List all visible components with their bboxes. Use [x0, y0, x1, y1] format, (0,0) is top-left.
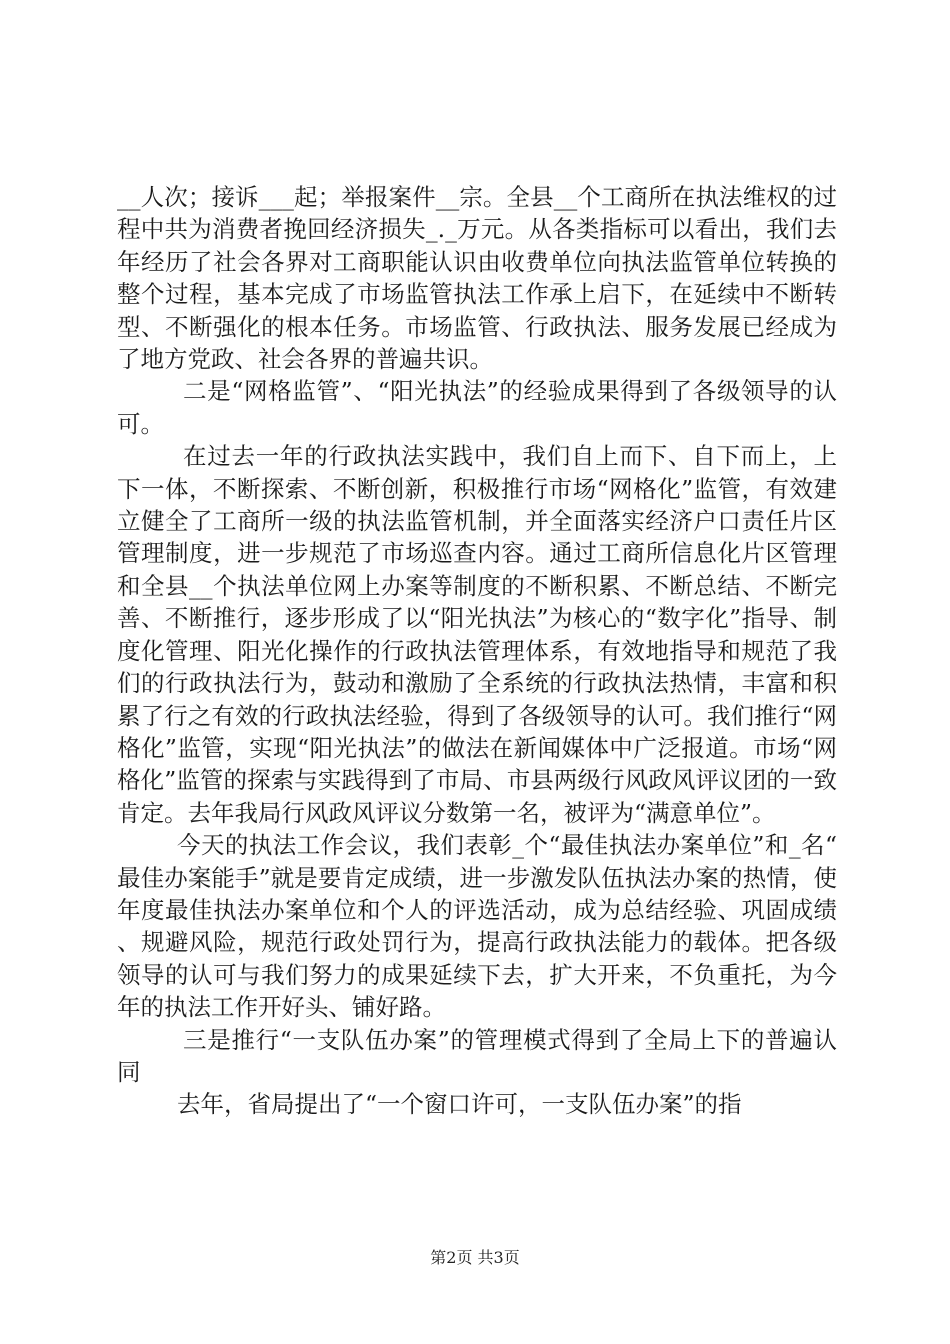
page-footer: 第2页 共3页: [430, 1248, 520, 1267]
paragraph-statistics: __人次；接诉___起；举报案件__宗。全县__个工商所在执法维权的过程中共为消费者挽回经济损失_._万元。从各类指标可以看出，我们去年经历了社会各界对工商职能认识由收费单位向执法监管单位转换的整个过程，基本完成了市场监管执法工作承上启下，在延续中不断转型、不断强化的根本任务。市场监管、行政执法、服务发展已经成为了地方党政、社会各界的普遍共识。: [117, 183, 837, 374]
paragraph-enforcement-practice: 在过去一年的行政执法实践中，我们自上而下、自下而上，上下一体，不断探索、不断创新，积极推行市场“网格化”监管，有效建立健全了工商所一级的执法监管机制，并全面落实经济户口责任片区管理制度，进一步规范了市场巡查内容。通过工商所信息化片区管理和全县__个执法单位网上办案等制度的不断积累、不断总结、不断完善、不断推行，逐步形成了以“阳光执法”为核心的“数字化”指导、制度化管理、阳光化操作的行政执法管理体系，有效地指导和规范了我们的行政执法行为，鼓动和激励了全系统的行政执法热情，丰富和积累了行之有效的行政执法经验，得到了各级领导的认可。我们推行“网格化”监管，实现“阳光执法”的做法在新闻媒体中广泛报道。市场“网格化”监管的探索与实践得到了市局、市县两级行风政风评议团的一致肯定。去年我局行风政风评议分数第一名，被评为“满意单位”。: [117, 442, 837, 827]
paragraph-heading-two: 二是“网格监管”、“阳光执法”的经验成果得到了各级领导的认可。: [117, 377, 837, 438]
paragraph-commendation: 今天的执法工作会议，我们表彰_个“最佳执法办案单位”和_名“最佳办案能手”就是要肯定成绩，进一步激发队伍执法办案的热情，使年度最佳执法办案单位和个人的评选活动，成为总结经验、巩固成绩、规避风险，规范行政处罚行为，提高行政执法能力的载体。把各级领导的认可与我们努力的成果延续下去，扩大开来，不负重托，为今年的执法工作开好头、铺好路。: [117, 831, 837, 1022]
paragraph-last-year: 去年，省局提出了“一个窗口许可，一支队伍办案”的指: [177, 1090, 742, 1119]
document-body: [117, 181, 837, 1121]
paragraph-heading-three: 三是推行“一支队伍办案”的管理模式得到了全局上下的普遍认同: [117, 1025, 837, 1086]
